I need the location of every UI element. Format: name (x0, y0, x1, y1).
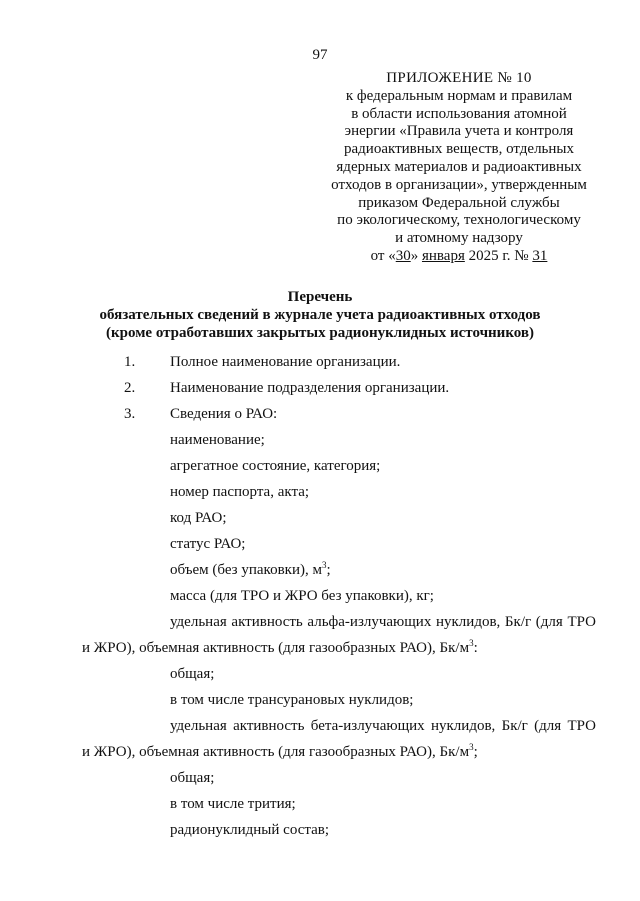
volume-superscript: 3 (321, 560, 327, 570)
document-title (0, 289, 640, 342)
appendix-line: ядерных материалов и радиоактивных (336, 158, 582, 175)
appendix-header (320, 70, 598, 266)
subitem-volume (170, 561, 331, 579)
subitem-beta-line-2 (82, 743, 478, 761)
item-text: Наименование подразделения организации. (170, 380, 450, 396)
appendix-line: приказом Федеральной службы (358, 194, 560, 211)
date-year: 2025 г. № (464, 247, 533, 264)
subitem-beta-line-1: удельная активность бета-излучающих нуклидов, Бк/г (для ТРО (170, 718, 596, 734)
subitem-name: наименование; (170, 432, 265, 448)
subitem-alpha-transuranic: в том числе трансурановых нуклидов; (170, 692, 414, 708)
beta-line-2-text: и ЖРО), объемная активность (для газообразных РАО), Бк/м (82, 744, 470, 760)
item-number: 2. (124, 380, 136, 396)
volume-end: ; (326, 562, 331, 578)
subitem-alpha-line-1: удельная активность альфа-излучающих нуклидов, Бк/г (для ТРО (170, 614, 596, 630)
subitem-beta-tritium: в том числе трития; (170, 796, 296, 812)
appendix-line: к федеральным нормам и правилам (345, 87, 573, 104)
subitem-state: агрегатное состояние, категория; (170, 458, 381, 474)
date-month: января (421, 247, 465, 264)
alpha-line-2-text: и ЖРО), объемная активность (для газообразных РАО), Бк/м (82, 640, 470, 656)
order-number: 31 (532, 247, 548, 264)
item-number: 1. (124, 354, 136, 370)
subitem-mass: масса (для ТРО и ЖРО без упаковки), кг; (170, 588, 434, 604)
subitem-alpha-line-2 (82, 639, 478, 657)
title-line-3: (кроме отработавших закрытых радионуклидных источников) (106, 324, 534, 341)
date-mid: » (410, 247, 422, 264)
date-day: 30 (395, 247, 411, 264)
subitem-status: статус РАО; (170, 536, 246, 552)
appendix-line: в области использования атомной (351, 105, 567, 122)
subitem-alpha-total: общая; (170, 666, 215, 682)
page-number: 97 (312, 47, 328, 63)
subitem-beta-total: общая; (170, 770, 215, 786)
subitem-passport: номер паспорта, акта; (170, 484, 310, 500)
item-text: Сведения о РАО: (170, 406, 278, 422)
subitem-radionuclide: радионуклидный состав; (170, 822, 329, 838)
item-text: Полное наименование организации. (170, 354, 401, 370)
alpha-superscript: 3 (469, 638, 474, 648)
beta-end: ; (473, 744, 478, 760)
beta-superscript: 3 (469, 742, 474, 752)
appendix-date (320, 248, 598, 266)
appendix-heading: ПРИЛОЖЕНИЕ № 10 (386, 70, 532, 86)
subitem-code: код РАО; (170, 510, 227, 526)
appendix-line: энергии «Правила учета и контроля (344, 123, 574, 140)
item-number: 3. (124, 406, 136, 422)
title-line-1: Перечень (287, 289, 353, 305)
appendix-line: и атомному надзору (395, 230, 523, 247)
title-line-2: обязательных сведений в журнале учета радиоактивных отходов (99, 306, 541, 323)
appendix-line: по экологическому, технологическому (337, 212, 581, 229)
appendix-line: радиоактивных веществ, отдельных (344, 141, 574, 158)
alpha-end: : (473, 640, 478, 656)
date-prefix: от « (370, 247, 396, 264)
volume-text: объем (без упаковки), м (170, 562, 322, 578)
appendix-line: отходов в организации», утвержденным (331, 176, 587, 193)
